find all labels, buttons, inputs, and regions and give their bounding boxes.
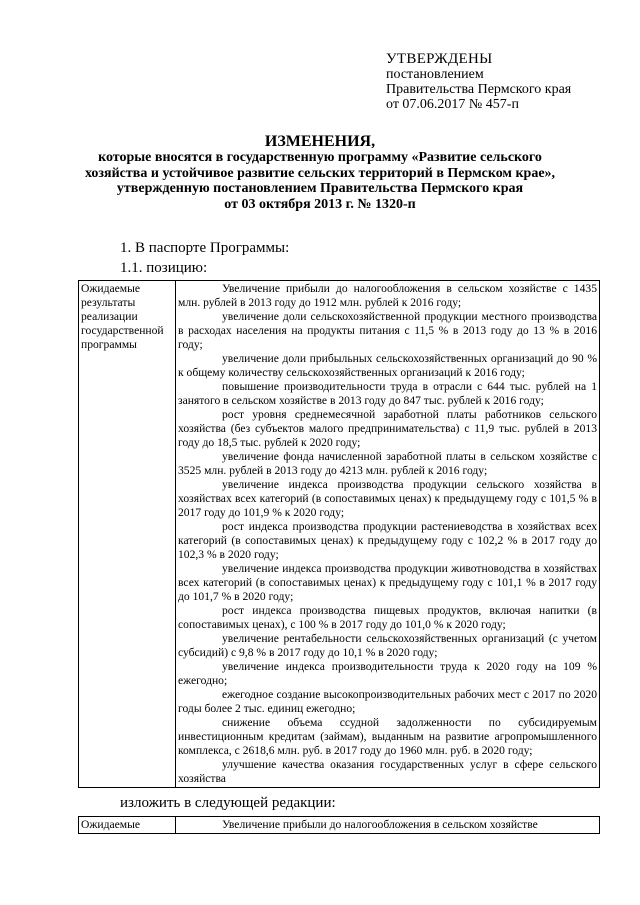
- subtitle-line: которые вносятся в государственную программу «Развитие сельского: [98, 150, 542, 165]
- subtitle-line: хозяйства и устойчивое развитие сельских территорий в Пермском крае»,: [84, 165, 556, 181]
- list-item: Увеличение прибыли до налогообложения в сельском хозяйстве: [222, 818, 538, 831]
- approval-title: УТВЕРЖДЕНЫ: [386, 51, 493, 67]
- position-label: Ожидаемые: [79, 817, 176, 834]
- subtitle-line: утвержденную постановлением Правительства Пермского края: [116, 181, 524, 196]
- list-item: увеличение доли прибыльных сельскохозяйственных организаций до 90 % к общему количеству сельскохозяйственных организаций к 2016 году;: [178, 352, 597, 379]
- subtitle-line: от 03 октября 2013 г. № 1320-п: [224, 196, 416, 212]
- section-passport: 1. В паспорте Программы:: [120, 240, 290, 256]
- list-item: ежегодное создание высокопроизводительных рабочих мест с 2017 по 2020 годы более 2 тыс. единиц ежегодно;: [178, 688, 597, 715]
- list-item: Увеличение прибыли до налогообложения в сельском хозяйстве с 1435 млн. рублей в 2013 году до 1912 млн. рублей к 2016 году;: [178, 282, 597, 309]
- list-item: увеличение доли сельскохозяйственной продукции местного производства в расходах населения на продукты питания с 11,5 % в 2013 году до 13 % в 2016 году;: [178, 310, 597, 351]
- approval-line: постановлением: [386, 67, 484, 82]
- old-position-table: [78, 280, 600, 788]
- list-item: увеличение индекса производства продукции животноводства в хозяйствах всех категорий (в сопоставимых ценах) к предыдущему году с 101,1 % в 2017 году до 101,7 % в 2020 году;: [178, 562, 597, 603]
- list-item: увеличение фонда начисленной заработной платы в сельском хозяйстве с 3525 млн. рублей в 2013 году до 4213 млн. рублей к 2016 году;: [178, 450, 597, 477]
- position-content: [176, 281, 600, 788]
- list-item: увеличение индекса производительности труда к 2020 году на 109 % ежегодно;: [178, 660, 597, 687]
- list-item: снижение объема ссудной задолженности по субсидируемым инвестиционным кредитам (займам), выданным на развитие агропромышленного комплекса, с 2618,6 млн. руб. в 2017 году до 1960 млн. руб. в 2020 году;: [178, 716, 597, 757]
- list-item: рост уровня среднемесячной заработной платы работников сельского хозяйства (без субъектов малого предпринимательства) с 11,9 тыс. рублей в 2013 году до 18,5 тыс. рублей к 2020 году;: [178, 408, 597, 449]
- approval-stamp: [386, 52, 636, 112]
- list-item: повышение производительности труда в отрасли с 644 тыс. рублей на 1 занятого в сельском хозяйстве в 2013 году до 847 тыс. рублей к 2016 году;: [178, 380, 597, 407]
- section-position: 1.1. позицию:: [120, 260, 208, 276]
- document-subtitle: [40, 150, 600, 212]
- list-item: рост индекса производства пищевых продуктов, включая напитки (в сопоставимых ценах), с 100 % в 2017 году до 101,0 % к 2020 году;: [178, 604, 597, 631]
- new-position-table: [78, 816, 600, 834]
- position-label: Ожидаемые результаты реализации государственной программы: [79, 281, 176, 788]
- list-item: рост индекса производства продукции растениеводства в хозяйствах всех категорий (в сопоставимых ценах) к предыдущему году с 102,2 % в 2017 году до 102,3 % в 2020 году;: [178, 520, 597, 561]
- list-item: улучшение качества оказания государственных услуг в сфере сельского хозяйства: [178, 758, 597, 785]
- table-row: [79, 817, 600, 834]
- position-content: [176, 817, 600, 834]
- approval-line: от 07.06.2017 № 457-п: [386, 97, 519, 112]
- document-title: ИЗМЕНЕНИЯ,: [264, 133, 376, 150]
- approval-line: Правительства Пермского края: [386, 82, 572, 97]
- list-item: увеличение индекса производства продукции сельского хозяйства в хозяйствах всех категорий (в сопоставимых ценах) к предыдущему году с 101,5 % в 2017 году до 101,9 % к 2020 году;: [178, 478, 597, 519]
- section-new-edition: изложить в следующей редакции:: [120, 795, 336, 811]
- table-row: [79, 281, 600, 788]
- list-item: увеличение рентабельности сельскохозяйственных организаций (с учетом субсидий) с 9,8 % в 2017 году до 10,1 % в 2020 году;: [178, 632, 597, 659]
